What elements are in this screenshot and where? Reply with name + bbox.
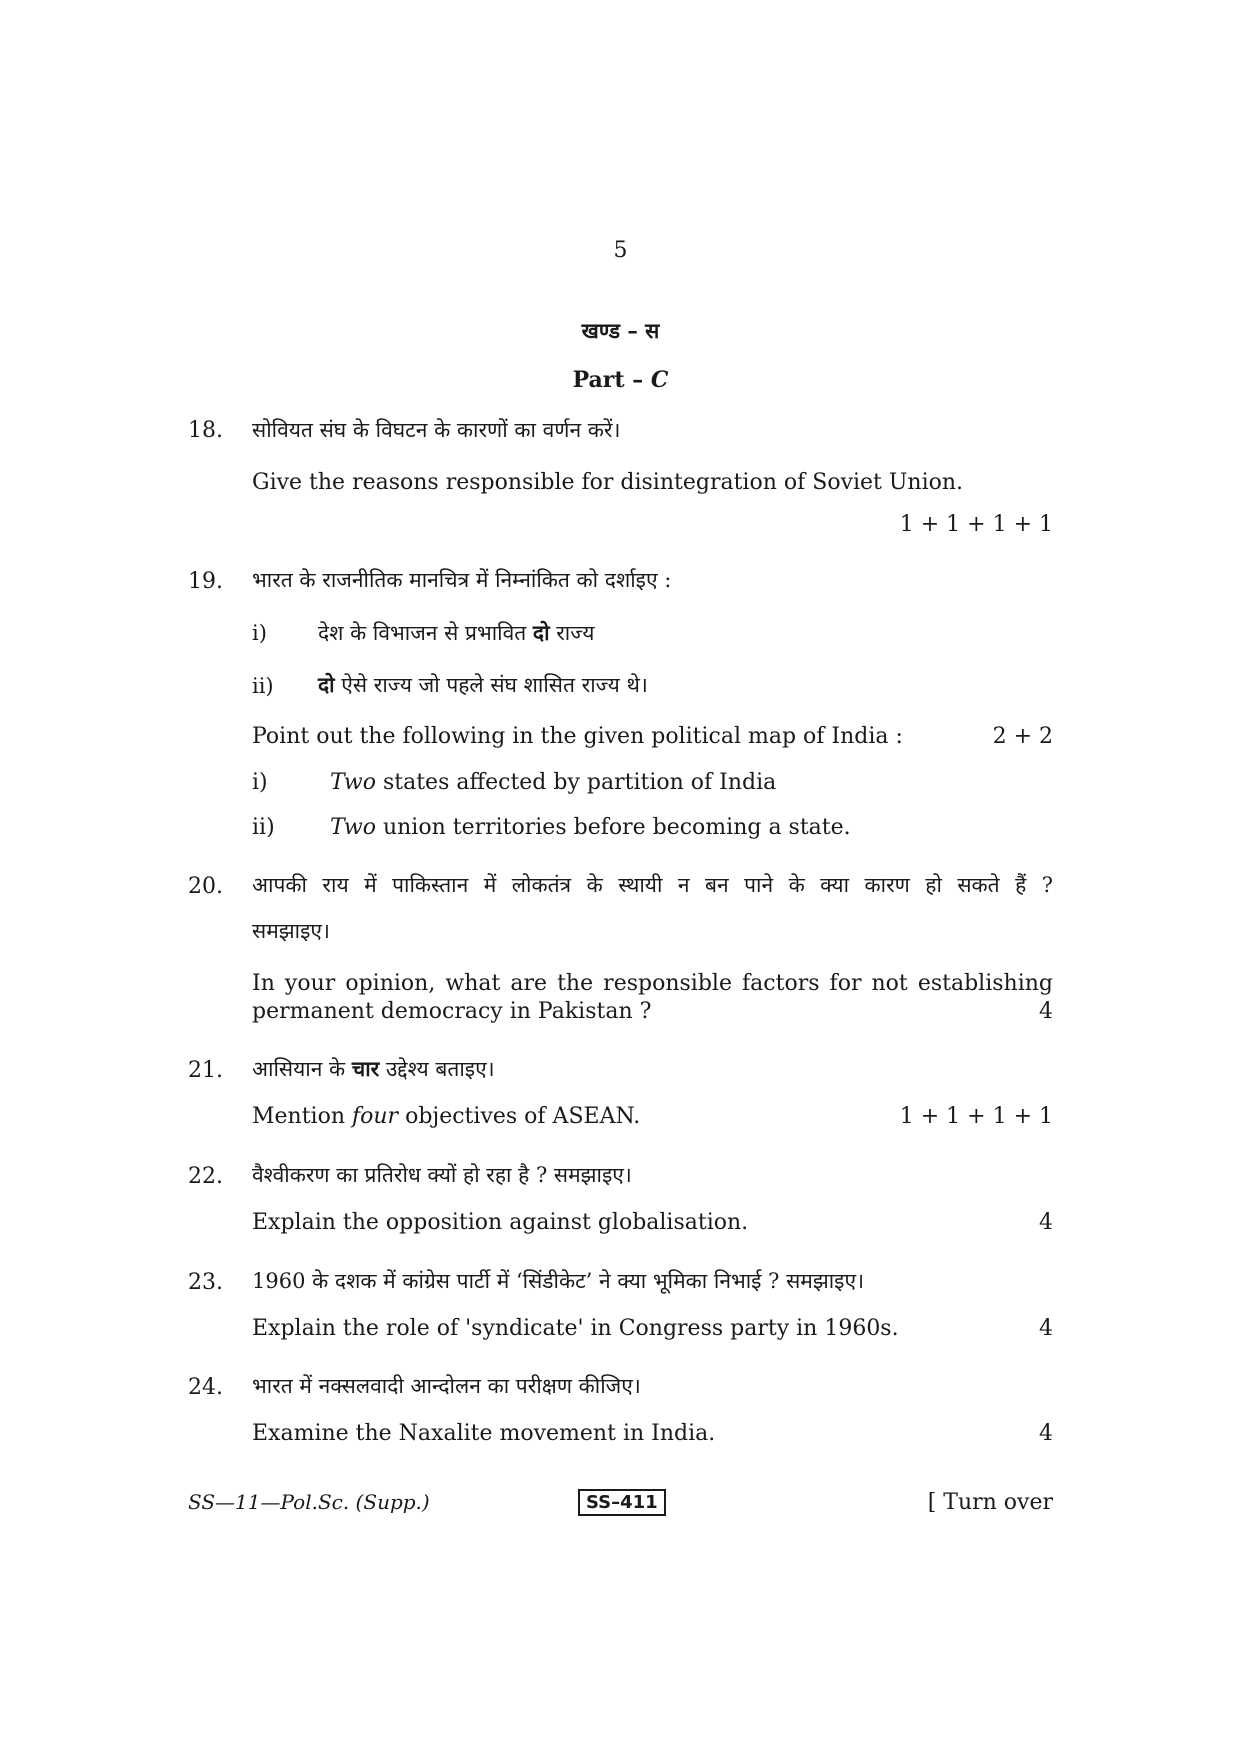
question-19-marks: 2 + 2 [992,724,1053,749]
question-21-hindi-emphasis: चार [351,1056,380,1081]
question-20-hindi-line-2: समझाइए। [252,919,330,943]
question-19-hindi: भारत के राजनीतिक मानचित्र में निम्नांकित को दर्शाइए : [252,568,672,592]
question-24-marks: 4 [1039,1421,1053,1446]
question-22-hindi: वैश्वीकरण का प्रतिरोध क्यों हो रहा है ? समझाइए। [252,1163,632,1187]
question-18-english: Give the reasons responsible for disintegration of Soviet Union. [252,470,964,495]
hindi-item-1-emphasis: दो [532,620,550,645]
question-21-hindi-c: उद्देश्य बताइए। [379,1057,495,1081]
question-18-hindi: सोवियत संघ के विघटन के कारणों का वर्णन करें। [252,418,621,442]
question-23-english: Explain the role of 'syndicate' in Congress party in 1960s. [252,1316,899,1341]
question-22-english: Explain the opposition against globalisation. [252,1210,749,1235]
question-19-english-item-2 [330,815,851,840]
question-19-english: Point out the following in the given political map of India : [252,724,903,749]
question-number-20: 20. [188,874,223,899]
question-24-english: Examine the Naxalite movement in India. [252,1421,716,1446]
page-number: 5 [613,238,628,263]
question-number-18: 18. [188,418,223,443]
question-number-19: 19. [188,569,223,594]
question-18-marks: 1 + 1 + 1 + 1 [899,512,1053,537]
question-21-marks: 1 + 1 + 1 + 1 [899,1104,1053,1129]
question-20-hindi-line-1-text: आपकी राय में पाकिस्तान में लोकतंत्र के स्थायी न बन पाने के क्या कारण हो सकते हैं ? [252,873,1053,897]
question-number-22: 22. [188,1164,223,1189]
question-19-hindi-item-1 [318,619,594,647]
question-21-english-a: Mention [252,1104,352,1129]
question-number-24: 24. [188,1375,223,1400]
question-20-english-line-2: permanent democracy in Pakistan ? [252,999,652,1024]
question-23-hindi: 1960 के दशक में कांग्रेस पार्टी में ‘सिंडीकेट’ ने क्या भूमिका निभाई ? समझाइए। [252,1269,865,1293]
question-19-hindi-item-2-index: ii) [252,674,274,698]
footer-paper-code: SS—11—Pol.Sc. (Supp.) [188,1490,430,1514]
question-23-marks: 4 [1039,1316,1053,1341]
question-22-marks: 4 [1039,1210,1053,1235]
question-number-23: 23. [188,1270,223,1295]
question-19-hindi-item-1-index: i) [252,621,267,645]
question-number-21: 21. [188,1058,223,1083]
hindi-item-1-text-a: देश के विभाजन से प्रभावित [318,621,533,645]
question-21-english-c: objectives of ASEAN. [398,1104,641,1129]
question-20-marks: 4 [1039,999,1053,1024]
hindi-item-2-emphasis: दो [318,672,335,697]
question-21-hindi-a: आसियान के [252,1057,352,1081]
question-19-english-item-1-index: i) [252,770,268,795]
section-heading-letter: C [650,367,669,393]
section-heading-hindi: खण्ड – स [581,318,660,343]
section-heading-english [0,367,1241,393]
question-21-hindi [252,1055,495,1083]
footer-series-code: SS–411 [578,1489,666,1516]
hindi-item-2-text: ऐसे राज्य जो पहले संघ शासित राज्य थे। [334,673,648,697]
question-21-english [252,1104,640,1129]
english-item-2-emphasis: Two [330,815,376,840]
question-20-english-line-1: In your opinion, what are the responsible factors for not establishing [252,971,1053,996]
footer-turn-over: [ Turn over [927,1490,1053,1515]
question-20-hindi-line-1 [252,871,1053,899]
question-19-english-item-2-index: ii) [252,815,275,840]
english-item-2-text: union territories before becoming a state. [375,815,851,840]
question-19-hindi-item-2 [318,671,648,699]
question-21-english-emphasis: four [352,1104,399,1129]
question-24-hindi: भारत में नक्सलवादी आन्दोलन का परीक्षण कीजिए। [252,1374,641,1398]
question-19-english-item-1 [330,770,776,795]
english-item-1-emphasis: Two [330,770,376,795]
english-item-1-text: states affected by partition of India [375,770,777,795]
hindi-item-1-text-c: राज्य [549,621,595,645]
section-heading-prefix: Part – [572,367,651,393]
